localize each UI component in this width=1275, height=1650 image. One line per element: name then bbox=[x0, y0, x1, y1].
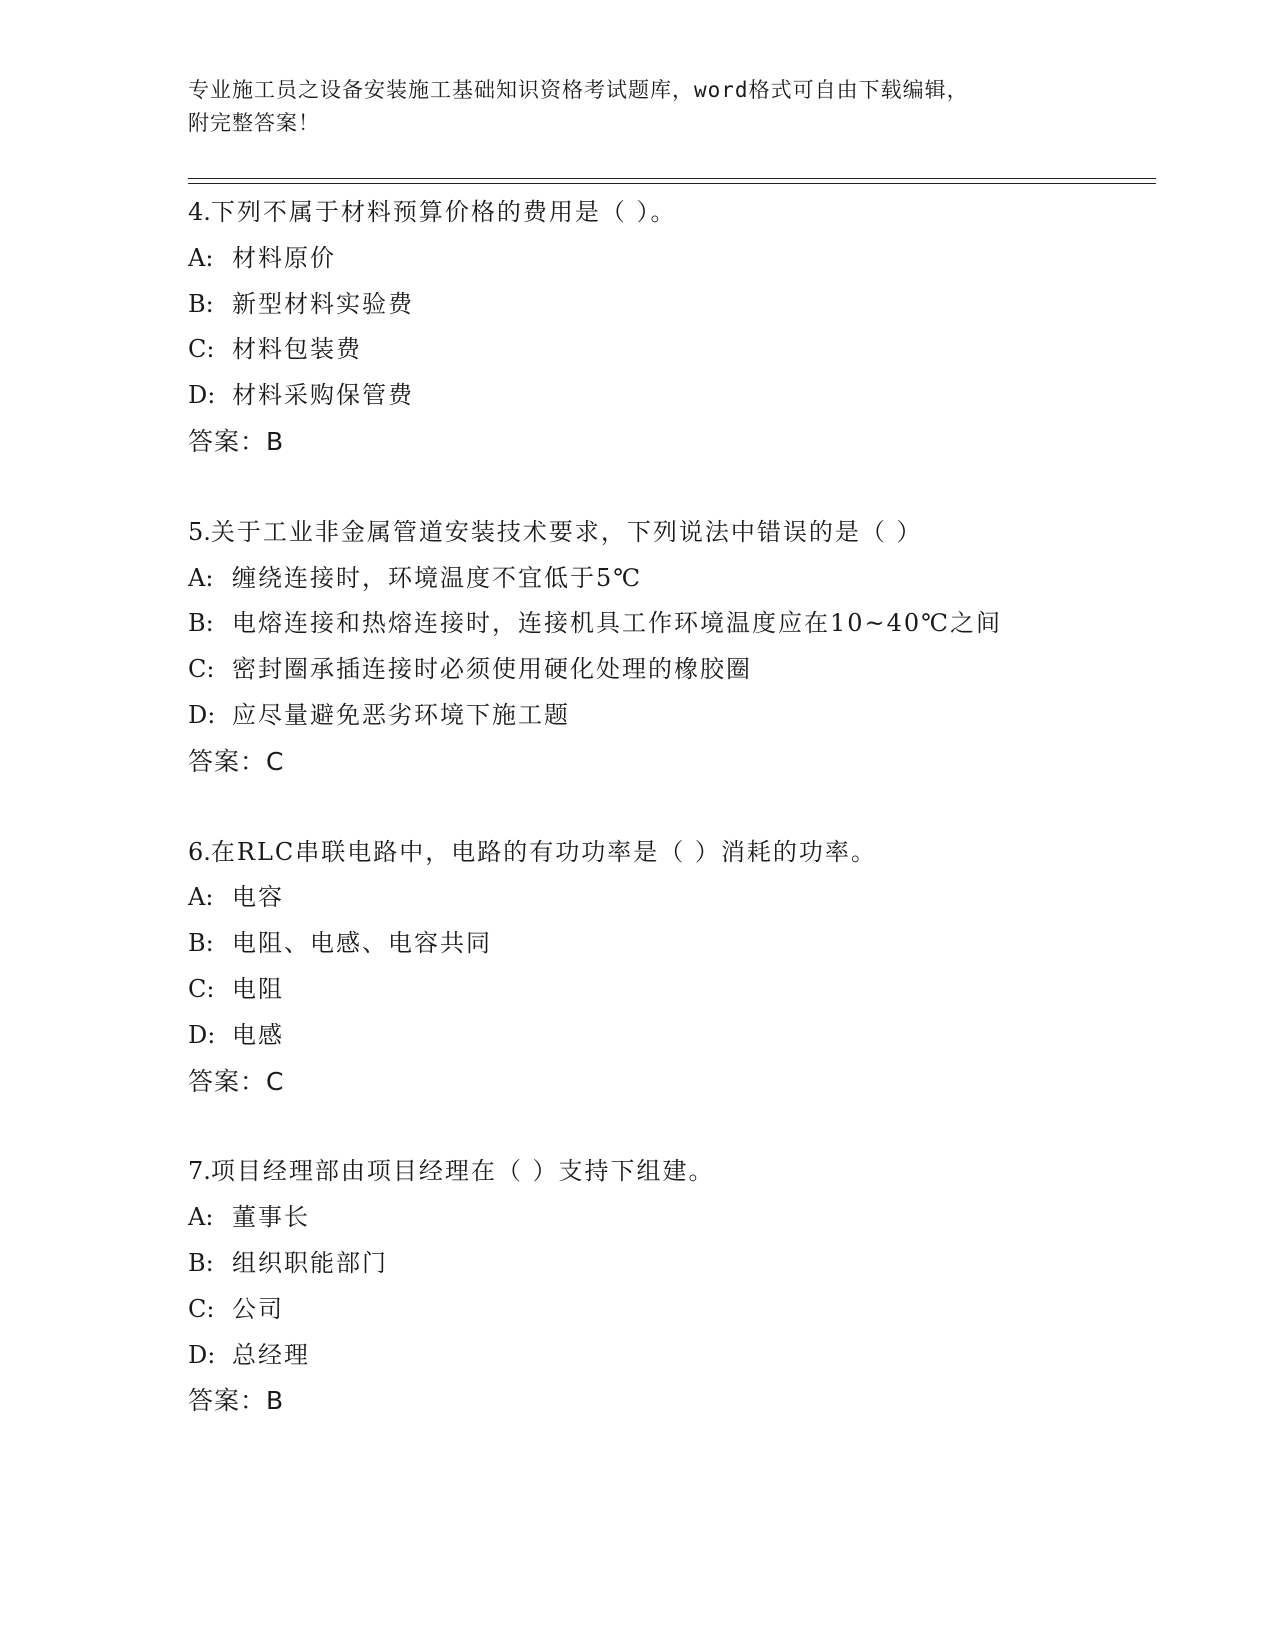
answer-value: B bbox=[266, 426, 285, 456]
option-key: D: bbox=[188, 1020, 216, 1049]
option-c bbox=[188, 1287, 1156, 1333]
option-b bbox=[188, 282, 1156, 328]
option-d bbox=[188, 693, 1156, 739]
option-text: 材料包装费 bbox=[232, 335, 362, 364]
option-c bbox=[188, 327, 1156, 373]
option-b bbox=[188, 601, 1156, 647]
option-text: 应尽量避免恶劣环境下施工题 bbox=[232, 700, 570, 729]
header-divider-top bbox=[188, 178, 1156, 179]
question-stem bbox=[188, 510, 1156, 556]
option-text: 电阻 bbox=[232, 974, 284, 1003]
question-number: 5. bbox=[188, 517, 211, 546]
question-5 bbox=[188, 510, 1156, 785]
option-key: B: bbox=[188, 929, 214, 958]
option-text: 新型材料实验费 bbox=[232, 289, 414, 318]
option-text: 材料原价 bbox=[232, 243, 336, 272]
answer-value: B bbox=[266, 1386, 285, 1416]
question-number: 6. bbox=[188, 837, 211, 866]
option-b bbox=[188, 921, 1156, 967]
question-stem bbox=[188, 830, 1156, 876]
option-text: 电熔连接和热熔连接时，连接机具工作环境温度应在10~40℃之间 bbox=[232, 609, 1003, 638]
answer-value: C bbox=[266, 746, 285, 776]
question-7 bbox=[188, 1149, 1156, 1424]
option-text: 组织职能部门 bbox=[232, 1248, 388, 1277]
option-key: B: bbox=[188, 1248, 214, 1277]
option-key: B: bbox=[188, 609, 214, 638]
option-a bbox=[188, 875, 1156, 921]
question-text: 关于工业非金属管道安装技术要求，下列说法中错误的是（ ） bbox=[210, 517, 923, 546]
option-text: 电感 bbox=[232, 1020, 284, 1049]
header-divider-bottom bbox=[188, 183, 1156, 184]
question-stem bbox=[188, 190, 1156, 236]
answer-line bbox=[188, 419, 1156, 465]
question-stem bbox=[188, 1149, 1156, 1195]
option-key: C: bbox=[188, 974, 215, 1003]
header-line-2: 附完整答案！ bbox=[188, 111, 320, 135]
question-text: 下列不属于材料预算价格的费用是（ ）。 bbox=[210, 198, 677, 226]
option-text: 密封圈承插连接时必须使用硬化处理的橡胶圈 bbox=[232, 655, 752, 684]
question-6 bbox=[188, 830, 1156, 1105]
answer-label: 答案： bbox=[188, 1386, 267, 1416]
option-key: D: bbox=[188, 700, 216, 729]
option-key: C: bbox=[188, 1294, 215, 1323]
option-text: 董事长 bbox=[232, 1203, 310, 1232]
header-line-1: 专业施工员之设备安装施工基础知识资格考试题库，word格式可自由下载编辑， bbox=[188, 78, 969, 102]
option-text: 电容 bbox=[232, 883, 284, 912]
option-key: D: bbox=[188, 1340, 216, 1369]
answer-label: 答案： bbox=[188, 426, 267, 456]
answer-label: 答案： bbox=[188, 1066, 267, 1096]
document-header bbox=[188, 74, 1068, 140]
option-key: A: bbox=[188, 563, 214, 592]
option-d bbox=[188, 1333, 1156, 1379]
option-key: A: bbox=[188, 883, 214, 912]
option-text: 总经理 bbox=[232, 1340, 310, 1369]
option-text: 公司 bbox=[232, 1294, 284, 1323]
option-c bbox=[188, 647, 1156, 693]
answer-line bbox=[188, 1059, 1156, 1105]
question-text: 在RLC串联电路中，电路的有功功率是（ ）消耗的功率。 bbox=[210, 837, 877, 866]
option-key: C: bbox=[188, 335, 215, 364]
option-a bbox=[188, 1195, 1156, 1241]
option-key: B: bbox=[188, 289, 214, 318]
option-text: 缠绕连接时，环境温度不宜低于5℃ bbox=[232, 563, 643, 592]
answer-value: C bbox=[266, 1066, 285, 1096]
question-text: 项目经理部由项目经理在（ ）支持下组建。 bbox=[210, 1157, 715, 1186]
option-text: 电阻、电感、电容共同 bbox=[232, 929, 492, 958]
answer-line bbox=[188, 1378, 1156, 1424]
question-number: 7. bbox=[188, 1157, 211, 1186]
option-text: 材料采购保管费 bbox=[232, 381, 414, 410]
option-b bbox=[188, 1241, 1156, 1287]
answer-label: 答案： bbox=[188, 746, 267, 776]
option-a bbox=[188, 236, 1156, 282]
option-c bbox=[188, 967, 1156, 1013]
option-key: D: bbox=[188, 381, 216, 410]
option-d bbox=[188, 373, 1156, 419]
answer-line bbox=[188, 739, 1156, 785]
question-list bbox=[188, 190, 1156, 1469]
option-key: A: bbox=[188, 243, 214, 272]
question-number: 4. bbox=[188, 198, 211, 226]
option-key: A: bbox=[188, 1203, 214, 1232]
option-a bbox=[188, 556, 1156, 602]
option-key: C: bbox=[188, 655, 215, 684]
question-4 bbox=[188, 190, 1156, 465]
option-d bbox=[188, 1013, 1156, 1059]
